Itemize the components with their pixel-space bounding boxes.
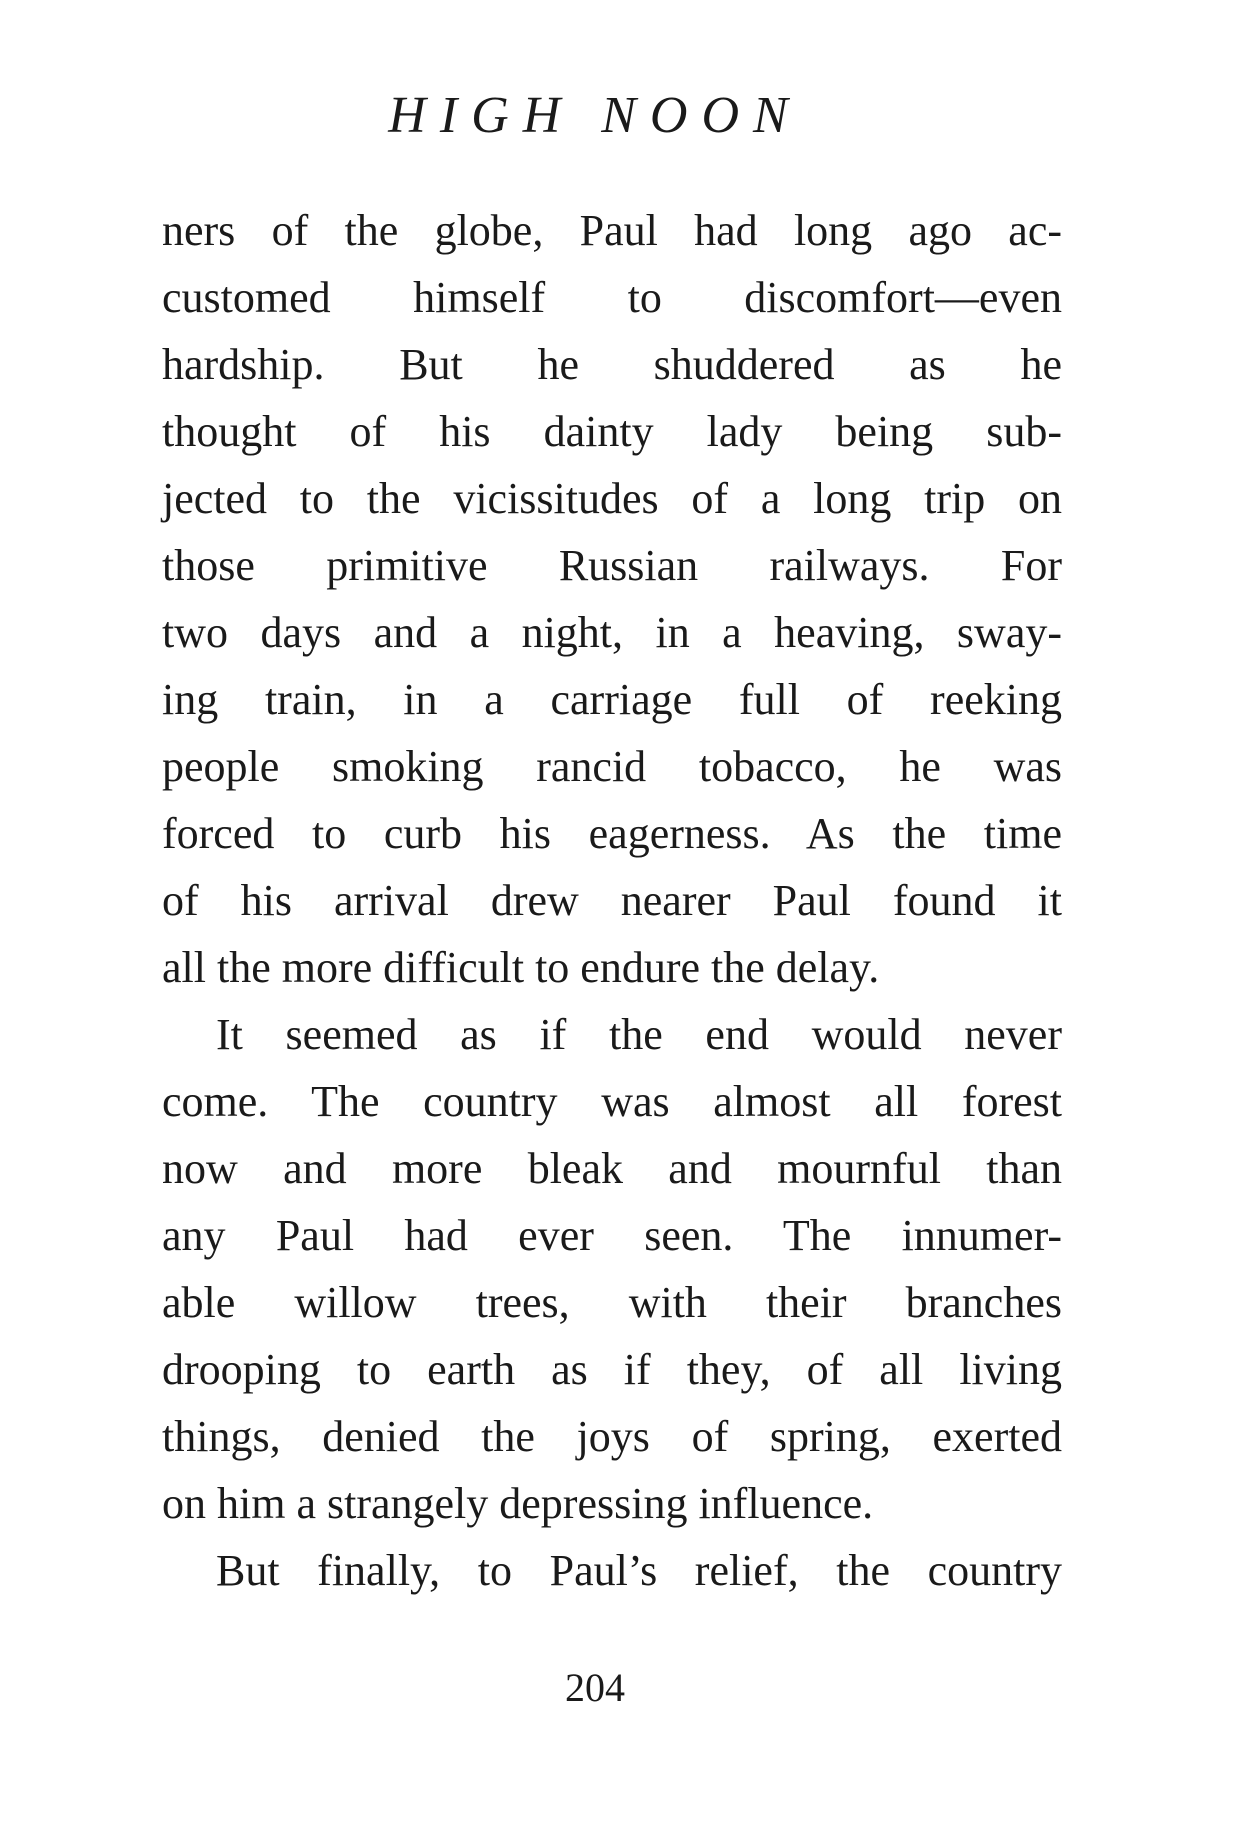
text-line: ners of the globe, Paul had long ago ac- (162, 206, 1062, 255)
text-line: forced to curb his eagerness. As the time (162, 809, 1062, 858)
page-number: 204 (565, 1665, 625, 1710)
text-line: people smoking rancid tobacco, he was (162, 742, 1062, 791)
text-line: ing train, in a carriage full of reeking (162, 675, 1062, 724)
paragraph-end-line: all the more difficult to endure the delay. (162, 943, 880, 992)
text-line: two days and a night, in a heaving, sway- (162, 608, 1062, 657)
running-head-title: HIGH NOON (388, 87, 802, 144)
text-line: of his arrival drew nearer Paul found it (162, 876, 1062, 925)
paragraph-start-line: But finally, to Paul’s relief, the country (216, 1546, 1062, 1595)
text-line: those primitive Russian railways. For (162, 541, 1062, 590)
text-line: customed himself to discomfort—even (162, 273, 1062, 322)
text-line: able willow trees, with their branches (162, 1278, 1062, 1327)
paragraph-end-line: on him a strangely depressing influence. (162, 1479, 874, 1528)
text-line: hardship. But he shuddered as he (162, 340, 1062, 389)
paragraph-start-line: It seemed as if the end would never (216, 1010, 1062, 1059)
body-text (162, 197, 1062, 1604)
text-line: things, denied the joys of spring, exerted (162, 1412, 1062, 1461)
text-line: thought of his dainty lady being sub- (162, 407, 1062, 456)
text-line: come. The country was almost all forest (162, 1077, 1062, 1126)
text-line: jected to the vicissitudes of a long trip on (162, 474, 1062, 523)
text-line: now and more bleak and mournful than (162, 1144, 1062, 1193)
text-line: any Paul had ever seen. The innumer- (162, 1211, 1062, 1260)
text-line: drooping to earth as if they, of all living (162, 1345, 1062, 1394)
